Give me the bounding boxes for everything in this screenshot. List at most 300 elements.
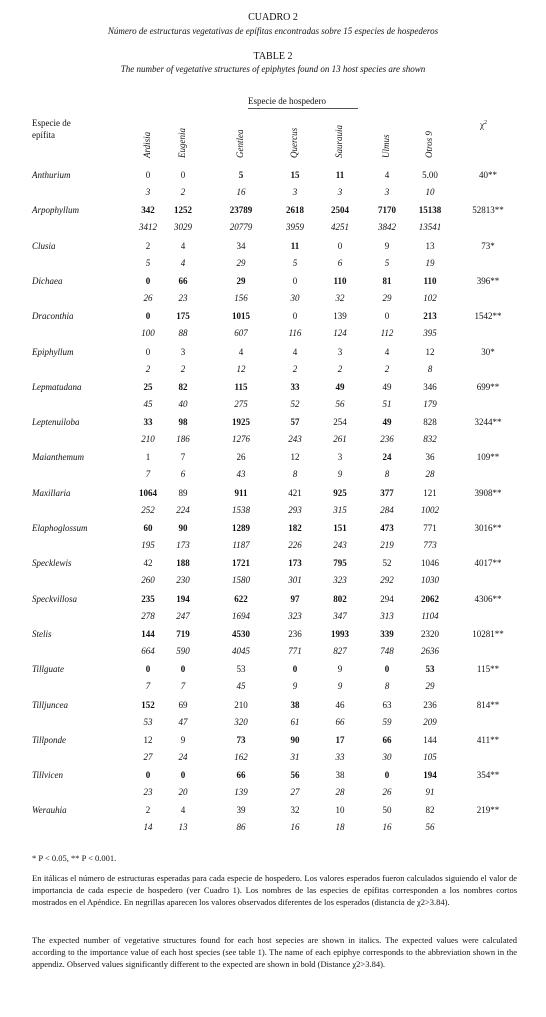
expected-cell: 284	[380, 504, 394, 515]
significance-note: * P < 0.05, ** P < 0.001.	[32, 853, 117, 863]
note-english: The expected number of vegetative structures found for each host sepecies are shown in italics. The expected values were calculated according to the importance value of each host species (see table 1). The name of each epiphye corresponds to the abbreviation shown in the appendiz. Observed values significantly different to the expected are shown in bold (Distance χ2>3.84).	[32, 935, 517, 969]
observed-cell: 4	[384, 170, 390, 180]
expected-cell: 19	[425, 257, 435, 268]
observed-cell: 294	[380, 593, 394, 604]
chi-square-value: 115**	[476, 664, 500, 675]
observed-cell: 69	[178, 699, 188, 710]
observed-cell: 73	[236, 734, 246, 745]
observed-cell: 49	[382, 381, 392, 392]
observed-cell: 56	[290, 770, 300, 781]
observed-cell: 10	[335, 805, 345, 816]
expected-cell: 43	[236, 469, 246, 480]
expected-cell: 275	[234, 398, 248, 409]
expected-cell: 27	[143, 751, 153, 762]
host-group-rule	[248, 108, 358, 109]
observed-cell: 4	[180, 805, 186, 816]
expected-cell: 61	[290, 716, 300, 727]
observed-cell: 0	[145, 770, 151, 781]
expected-cell: 243	[288, 434, 302, 445]
expected-cell: 2	[292, 363, 298, 374]
chi-square-value: 4017**	[474, 558, 502, 569]
observed-cell: 1	[145, 452, 151, 463]
observed-cell: 89	[178, 487, 188, 498]
chi-square-value: 1542**	[474, 311, 502, 322]
caption-en-subtitle: The number of vegetative structures of epiphytes found on 13 host species are shown	[120, 64, 426, 74]
chi-square-value: 73*	[481, 240, 495, 251]
expected-cell: 33	[335, 751, 345, 762]
species-name: Tillponde	[32, 734, 67, 745]
observed-cell: 2504	[331, 205, 349, 216]
table-row-expected	[0, 717, 546, 734]
observed-cell: 97	[290, 593, 300, 604]
expected-cell: 23	[178, 292, 188, 303]
table-row-observed	[0, 523, 546, 540]
observed-cell: 90	[290, 734, 300, 745]
table-row-observed	[0, 805, 546, 822]
chi-square-value: 10281**	[472, 628, 504, 639]
expected-cell: 40	[178, 398, 188, 409]
expected-cell: 6	[337, 257, 343, 268]
observed-cell: 46	[335, 699, 345, 710]
observed-cell: 0	[337, 240, 343, 251]
expected-cell: 29	[382, 292, 392, 303]
species-name: Tillvicen	[32, 770, 63, 781]
expected-cell: 292	[380, 575, 394, 586]
expected-cell: 5	[292, 257, 298, 268]
expected-cell: 1538	[232, 504, 250, 515]
species-name: Anthurium	[32, 170, 71, 180]
observed-cell: 194	[176, 593, 190, 604]
observed-cell: 1925	[232, 417, 250, 428]
observed-cell: 0	[292, 311, 298, 322]
table-row-observed	[0, 311, 546, 328]
expected-cell: 3842	[378, 222, 396, 233]
observed-cell: 4	[180, 240, 186, 251]
expected-cell: 29	[236, 257, 246, 268]
observed-cell: 9	[180, 734, 186, 745]
observed-cell: 175	[176, 311, 190, 322]
expected-cell: 16	[290, 822, 300, 833]
species-name: Maianthemum	[32, 452, 84, 463]
table-row-observed	[0, 629, 546, 646]
species-name: Dichaea	[32, 275, 63, 286]
observed-cell: 3	[180, 346, 186, 357]
chi-square-value: 3016**	[474, 523, 502, 533]
expected-cell: 2	[145, 363, 151, 374]
observed-cell: 254	[333, 417, 347, 428]
observed-cell: 1015	[232, 311, 250, 322]
table-row-expected	[0, 364, 546, 381]
species-name: Clusia	[32, 240, 56, 251]
observed-cell: 473	[380, 523, 394, 533]
expected-cell: 26	[143, 292, 153, 303]
expected-cell: 88	[178, 328, 188, 339]
observed-cell: 5.00	[422, 170, 438, 180]
observed-cell: 828	[423, 417, 437, 428]
expected-cell: 4	[180, 257, 186, 268]
expected-cell: 20	[178, 787, 188, 798]
species-name: Elaphoglossum	[32, 523, 88, 533]
observed-cell: 42	[143, 558, 153, 569]
observed-cell: 911	[234, 487, 248, 498]
observed-cell: 0	[145, 346, 151, 357]
observed-cell: 1993	[331, 628, 349, 639]
table-row-expected	[0, 822, 546, 839]
observed-cell: 4	[238, 346, 244, 357]
observed-cell: 12	[425, 346, 435, 357]
chi-square-value: 4306**	[474, 593, 502, 604]
observed-cell: 377	[380, 487, 394, 498]
observed-cell: 32	[290, 805, 300, 816]
observed-cell: 38	[290, 699, 300, 710]
observed-cell: 235	[141, 593, 155, 604]
expected-cell: 8	[384, 469, 390, 480]
observed-cell: 26	[236, 452, 246, 463]
chi-square-value: 814**	[476, 699, 500, 710]
table-row-expected	[0, 222, 546, 239]
expected-cell: 31	[290, 751, 300, 762]
table-row-expected	[0, 434, 546, 451]
observed-cell: 5	[238, 170, 244, 180]
observed-cell: 38	[335, 770, 345, 781]
expected-cell: 23	[143, 787, 153, 798]
expected-cell: 3412	[139, 222, 157, 233]
expected-cell: 26	[382, 787, 392, 798]
observed-cell: 795	[333, 558, 347, 569]
expected-cell: 195	[141, 540, 155, 550]
table-row-observed	[0, 452, 546, 469]
expected-cell: 18	[335, 822, 345, 833]
observed-cell: 2062	[421, 593, 439, 604]
observed-cell: 2618	[286, 205, 304, 216]
observed-cell: 90	[178, 523, 188, 533]
expected-cell: 12	[236, 363, 246, 374]
observed-cell: 1046	[421, 558, 439, 569]
table-row-expected	[0, 505, 546, 522]
note-spanish: En itálicas el número de estructuras esperadas para cada especie de hospedero. Los valores esperados fueron calculados siguiendo el valor de importancia de cada especie de hospedero (ver Cuadro 1). Los nombres de las especies de epífitas corresponden a los nombres cortos mostrados en el Apéndice. En negrillas aparecen los valores observados diferentes de los esperados (distancia de χ2>3.84).	[32, 873, 517, 907]
observed-cell: 4	[384, 346, 390, 357]
observed-cell: 771	[423, 523, 437, 533]
observed-cell: 33	[290, 381, 300, 392]
expected-cell: 13	[178, 822, 188, 833]
table-row-observed	[0, 735, 546, 752]
observed-cell: 24	[382, 452, 392, 463]
species-name: Epiphyllum	[32, 346, 74, 357]
observed-cell: 4530	[232, 628, 250, 639]
species-name: Stelis	[32, 628, 52, 639]
expected-cell: 1694	[232, 610, 250, 621]
expected-cell: 236	[380, 434, 394, 445]
expected-cell: 607	[234, 328, 248, 339]
observed-cell: 4	[292, 346, 298, 357]
observed-cell: 66	[382, 734, 392, 745]
expected-cell: 8	[384, 681, 390, 692]
species-name: Tillguate	[32, 664, 65, 675]
expected-cell: 3	[384, 187, 390, 197]
expected-cell: 773	[423, 540, 437, 550]
observed-cell: 121	[423, 487, 437, 498]
observed-cell: 0	[180, 170, 186, 180]
expected-cell: 29	[425, 681, 435, 692]
table-row-expected	[0, 611, 546, 628]
expected-cell: 301	[288, 575, 302, 586]
caption-es-subtitle: Número de estructuras vegetativas de epífitas encontradas sobre 15 especies de hospederos	[107, 26, 439, 36]
table-row-observed	[0, 170, 546, 187]
expected-cell: 3959	[286, 222, 304, 233]
observed-cell: 98	[178, 417, 188, 428]
observed-cell: 9	[384, 240, 390, 251]
expected-cell: 28	[335, 787, 345, 798]
column-header: Quercus	[289, 127, 299, 158]
expected-cell: 3029	[174, 222, 192, 233]
observed-cell: 82	[425, 805, 435, 816]
expected-cell: 323	[288, 610, 302, 621]
chi-square-value: 40**	[479, 170, 497, 180]
expected-cell: 16	[236, 187, 246, 197]
host-group-header: Especie de hospedero	[248, 96, 326, 106]
observed-cell: 25	[143, 381, 153, 392]
expected-cell: 219	[380, 540, 394, 550]
observed-cell: 144	[141, 628, 155, 639]
expected-cell: 2	[180, 187, 186, 197]
expected-cell: 45	[143, 398, 153, 409]
expected-cell: 116	[288, 328, 302, 339]
table-row-observed	[0, 558, 546, 575]
observed-cell: 0	[180, 770, 186, 781]
observed-cell: 0	[384, 311, 390, 322]
chi-symbol: χ	[480, 120, 484, 130]
expected-cell: 347	[333, 610, 347, 621]
table-row-observed	[0, 347, 546, 364]
observed-cell: 213	[423, 311, 437, 322]
expected-cell: 664	[141, 645, 155, 656]
observed-cell: 82	[178, 381, 188, 392]
chi-square-value: 30*	[481, 346, 495, 357]
observed-cell: 194	[423, 770, 437, 781]
observed-cell: 0	[145, 311, 151, 322]
caption-es-title: CUADRO 2	[248, 12, 298, 23]
expected-cell: 7	[180, 681, 186, 692]
expected-cell: 14	[143, 822, 153, 833]
expected-cell: 173	[176, 540, 190, 550]
expected-cell: 7	[145, 469, 151, 480]
expected-cell: 2	[337, 363, 343, 374]
expected-cell: 3	[337, 187, 343, 197]
table-row-observed	[0, 241, 546, 258]
expected-cell: 9	[337, 681, 343, 692]
observed-cell: 53	[236, 664, 246, 675]
observed-cell: 339	[380, 628, 394, 639]
observed-cell: 2	[145, 240, 151, 251]
expected-cell: 315	[333, 504, 347, 515]
observed-cell: 139	[333, 311, 347, 322]
table-row-expected	[0, 328, 546, 345]
table-row-observed	[0, 417, 546, 434]
observed-cell: 236	[423, 699, 437, 710]
observed-cell: 7	[180, 452, 186, 463]
observed-cell: 0	[145, 275, 151, 286]
expected-cell: 52	[290, 398, 300, 409]
observed-cell: 342	[141, 205, 155, 216]
caption-en-title: TABLE 2	[253, 51, 293, 62]
expected-cell: 2	[384, 363, 390, 374]
expected-cell: 209	[423, 716, 437, 727]
expected-cell: 590	[176, 645, 190, 656]
column-header: Gentlea	[235, 129, 245, 158]
expected-cell: 8	[427, 363, 433, 374]
chi-square-value: 396**	[476, 275, 500, 286]
observed-cell: 33	[143, 417, 153, 428]
observed-cell: 15138	[418, 205, 442, 216]
column-header: Saurauia	[334, 124, 344, 158]
expected-cell: 51	[382, 398, 392, 409]
chi-square-value: 699**	[476, 381, 500, 392]
expected-cell: 112	[380, 328, 394, 339]
observed-cell: 115	[234, 381, 248, 392]
expected-cell: 162	[234, 751, 248, 762]
chi-square-value: 411**	[476, 734, 500, 745]
expected-cell: 230	[176, 575, 190, 586]
observed-cell: 50	[382, 805, 392, 816]
species-name: Tilljuncea	[32, 699, 68, 710]
expected-cell: 313	[380, 610, 394, 621]
expected-cell: 156	[234, 292, 248, 303]
table-row-expected	[0, 575, 546, 592]
observed-cell: 1064	[139, 487, 157, 498]
expected-cell: 1276	[232, 434, 250, 445]
expected-cell: 9	[292, 681, 298, 692]
column-header: Eugenia	[177, 128, 187, 158]
expected-cell: 827	[333, 645, 347, 656]
observed-cell: 3	[337, 452, 343, 463]
observed-cell: 39	[236, 805, 246, 816]
expected-cell: 323	[333, 575, 347, 586]
observed-cell: 152	[141, 699, 155, 710]
observed-cell: 23789	[229, 205, 253, 216]
expected-cell: 56	[335, 398, 345, 409]
expected-cell: 2636	[421, 645, 439, 656]
observed-cell: 12	[143, 734, 153, 745]
expected-cell: 293	[288, 504, 302, 515]
expected-cell: 748	[380, 645, 394, 656]
expected-cell: 105	[423, 751, 437, 762]
observed-cell: 719	[176, 628, 190, 639]
species-name: Draconthia	[32, 311, 74, 322]
expected-cell: 139	[234, 787, 248, 798]
observed-cell: 52	[382, 558, 392, 569]
observed-cell: 11	[335, 170, 345, 180]
expected-cell: 5	[145, 257, 151, 268]
expected-cell: 66	[335, 716, 345, 727]
observed-cell: 0	[292, 664, 298, 675]
column-header: Ulmus	[381, 134, 391, 158]
observed-cell: 421	[288, 487, 302, 498]
observed-cell: 81	[382, 275, 392, 286]
observed-cell: 66	[178, 275, 188, 286]
species-name: Specklewis	[32, 558, 72, 569]
expected-cell: 179	[423, 398, 437, 409]
expected-cell: 30	[382, 751, 392, 762]
expected-cell: 124	[333, 328, 347, 339]
expected-cell: 1002	[421, 504, 439, 515]
species-name: Arpophyllum	[32, 205, 79, 216]
expected-cell: 47	[178, 716, 188, 727]
table-row-observed	[0, 770, 546, 787]
expected-cell: 20779	[229, 222, 253, 233]
expected-cell: 7	[145, 681, 151, 692]
observed-cell: 346	[423, 381, 437, 392]
table-row-observed	[0, 382, 546, 399]
observed-cell: 0	[145, 664, 151, 675]
table-row-observed	[0, 276, 546, 293]
table-row-expected	[0, 646, 546, 663]
table-row-expected	[0, 752, 546, 769]
expected-cell: 86	[236, 822, 246, 833]
species-name: Speckvillosa	[32, 593, 77, 604]
expected-cell: 16	[382, 822, 392, 833]
expected-cell: 32	[335, 292, 345, 303]
chi-square-value: 354**	[476, 770, 500, 781]
table-row-observed	[0, 664, 546, 681]
chi-square-value: 109**	[476, 452, 500, 463]
table-row-expected	[0, 681, 546, 698]
expected-cell: 45	[236, 681, 246, 692]
expected-cell: 13541	[418, 222, 442, 233]
expected-cell: 6	[180, 469, 186, 480]
observed-cell: 0	[384, 664, 390, 675]
observed-cell: 29	[236, 275, 246, 286]
expected-cell: 1104	[421, 610, 439, 621]
observed-cell: 13	[425, 240, 435, 251]
chi-square-value: 219**	[476, 805, 500, 816]
observed-cell: 1252	[174, 205, 192, 216]
expected-cell: 261	[333, 434, 347, 445]
column-header: Ardisia	[142, 131, 152, 158]
observed-cell: 53	[425, 664, 435, 675]
expected-cell: 3	[292, 187, 298, 197]
observed-cell: 0	[180, 664, 186, 675]
observed-cell: 2	[145, 805, 151, 816]
observed-cell: 144	[423, 734, 437, 745]
observed-cell: 1721	[232, 558, 250, 569]
observed-cell: 0	[292, 275, 298, 286]
expected-cell: 53	[143, 716, 153, 727]
expected-cell: 30	[290, 292, 300, 303]
table-row-observed	[0, 205, 546, 222]
observed-cell: 1289	[232, 523, 250, 533]
observed-cell: 110	[333, 275, 347, 286]
table-row-observed	[0, 700, 546, 717]
expected-cell: 1187	[232, 540, 250, 550]
expected-cell: 1030	[421, 575, 439, 586]
expected-cell: 91	[425, 787, 435, 798]
expected-cell: 243	[333, 540, 347, 550]
expected-cell: 1580	[232, 575, 250, 586]
species-name: Leptenuiloba	[32, 417, 80, 428]
expected-cell: 260	[141, 575, 155, 586]
expected-cell: 320	[234, 716, 248, 727]
expected-cell: 832	[423, 434, 437, 445]
observed-cell: 0	[384, 770, 390, 781]
expected-cell: 9	[337, 469, 343, 480]
observed-cell: 34	[236, 240, 246, 251]
observed-cell: 3	[337, 346, 343, 357]
expected-cell: 226	[288, 540, 302, 550]
expected-cell: 2	[180, 363, 186, 374]
observed-cell: 210	[234, 699, 248, 710]
chi-square-value: 3908**	[474, 487, 502, 498]
observed-cell: 622	[234, 593, 248, 604]
